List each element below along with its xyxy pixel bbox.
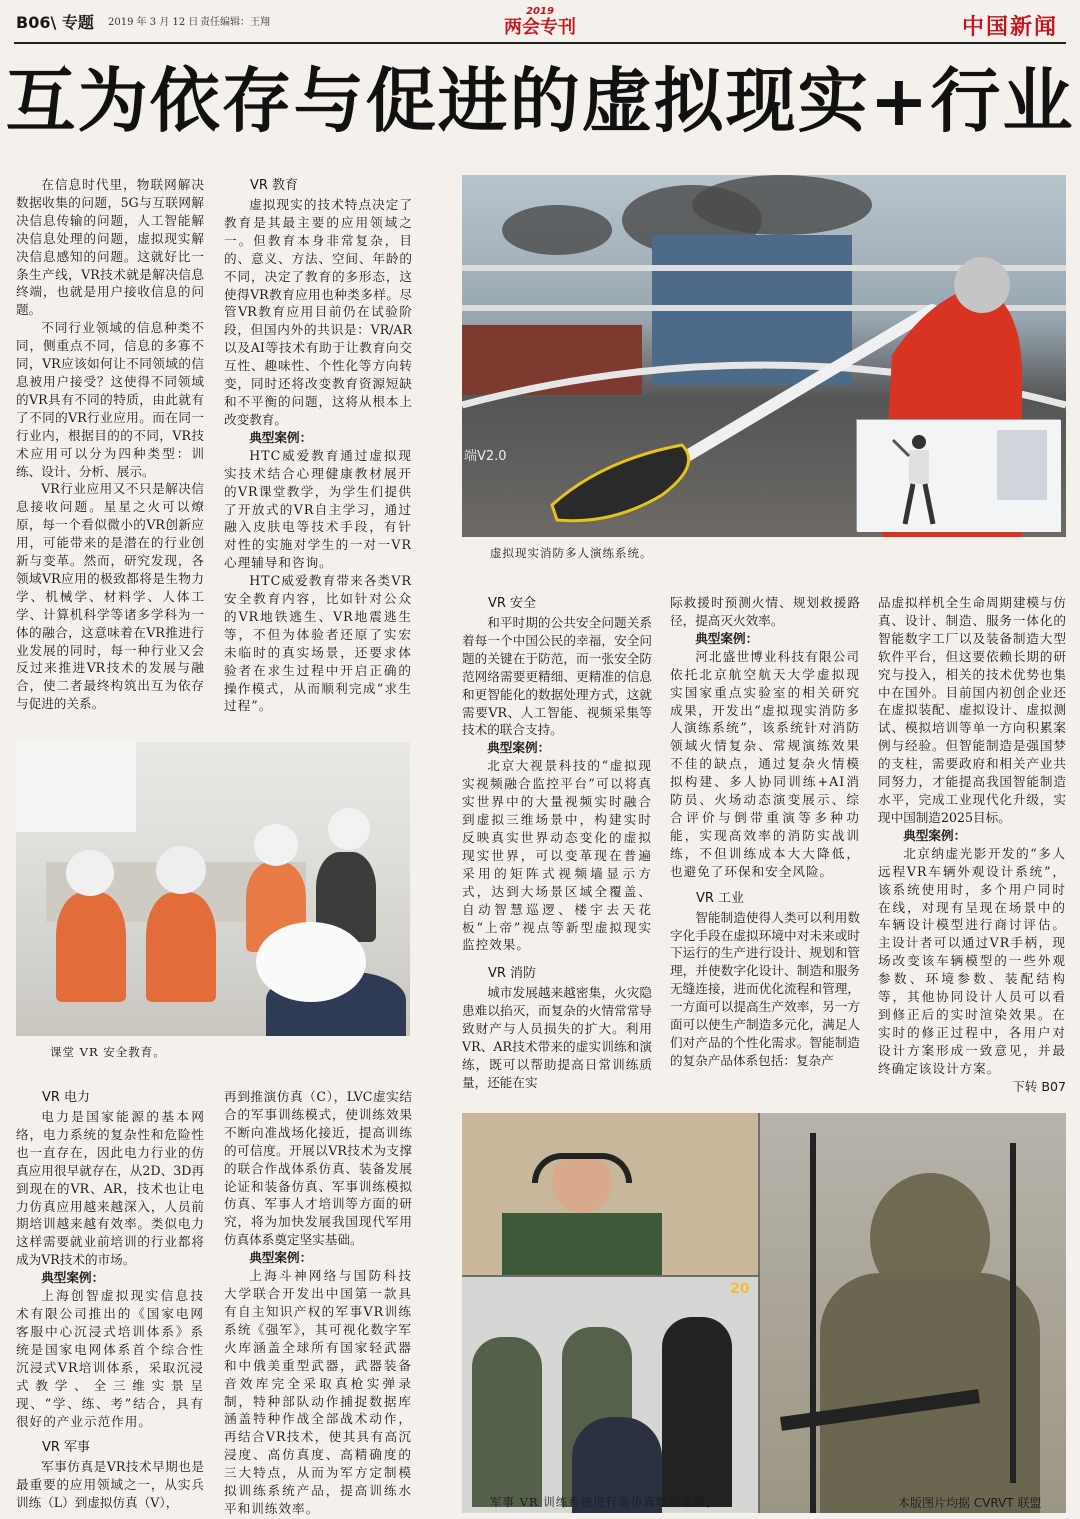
section-heading: VR 教育 bbox=[250, 178, 299, 193]
column-manufacturing bbox=[878, 594, 1066, 1095]
student bbox=[56, 892, 126, 1002]
editor-credit: 责任编辑：王翔 bbox=[200, 17, 270, 28]
vr-headset bbox=[66, 850, 114, 896]
case-paragraph: 上海创智虚拟现实信息技术有限公司推出的《国家电网客服中心沉浸式培训体系》系统是国家电网体系首个综合性沉浸式VR培训体系，采取沉浸式教学、全三维实景呈现、“学、练、考”结合，具有很好的产业示范作用。 bbox=[16, 1288, 204, 1429]
header-rule bbox=[14, 42, 1066, 44]
case-paragraph: 北京大视景科技的“虚拟现实视频融合监控平台”可以将真实世界中的大量视频实时融合到虚拟三维场景中，构建实时反映真实世界动态变化的虚拟现实世界，可以变革现在普遍采用的矩阵式视频墙显示方式，达到大场景区域全覆盖、自动智慧巡逻、楼宇去天花板“上帝”视点等新型虚拟现实监控效果。 bbox=[462, 758, 652, 953]
headphones bbox=[532, 1153, 632, 1183]
case-paragraph: 河北盛世博业科技有限公司依托北京航空航天大学虚拟现实国家重点实验室的相关研究成果，开发出“虚拟现实消防多人演练系统”，该系统针对消防领域火情复杂、常规演练效果不佳的缺点，通过复杂火情模拟构建、多人协同训练+AI消防员、火场动态演变展示、综合评价与倒带重演等多种功能，实现高效率的消防实战训练，不但训练成本大大降低，也避免了环保和安全风险。 bbox=[670, 648, 860, 879]
caption-military: 军事 VR 训练系统进行高仿真数据采集。 bbox=[490, 1495, 719, 1509]
mic-stand bbox=[1010, 1143, 1016, 1483]
player-camera-inset bbox=[856, 419, 1060, 531]
vr-controller bbox=[552, 445, 689, 521]
column-safety bbox=[462, 594, 652, 1092]
paragraph: 和平时期的公共安全问题关系着每一个中国公民的幸福，安全问题的关键在于防范，而一张安全防范网络需要更精细、更精准的信息和更智能化的数据处理方式，这就需要VR、人工智能、视频采集等技术的联合支持。 bbox=[462, 615, 652, 738]
column-education bbox=[224, 176, 412, 715]
paragraph: 城市发展越来越密集，火灾隐患难以掐灭，而复杂的火情常常导致财产与人员损失的扩大。利用VR、AR技术带来的虚实训练和演练，既可以帮助提高日常训练质量，还能在实 bbox=[462, 985, 652, 1090]
mic-stand bbox=[810, 1133, 816, 1513]
case-paragraph: HTC威爱教育带来各类VR安全教育内容，比如针对公众的VR地铁逃生、VR地震逃生等，不但为体验者还原了实宏未临时的真实场景，还要求体验者在求生过程中开启正确的操作模式，从而顺利完成“求生过程”。 bbox=[224, 573, 412, 714]
paragraph: 在信息时代里，物联网解决数据收集的问题，5G与互联网解决信息传输的问题，人工智能解决信息处理的问题，虚拟现实解决信息感知的问题。这就好比一条生产线，VR技术就是解决信息终端，也就是用户接收信息的问题。 bbox=[16, 177, 204, 318]
photo-credit: 本版图片均据 CVRVT 联盟 bbox=[898, 1496, 1042, 1510]
paragraph: 智能制造使得人类可以利用数字化手段在虚拟环境中对未来或时下运行的生产进行设计、规划和管理，并使数字化设计、制造和服务无缝连接，进而优化流程和管理，一方面可以提高生产效率，另一方面可以使生产制造多元化，满足人们对产品的个性化需求。智能制造的复杂产品体系包括：复杂产 bbox=[670, 909, 860, 1068]
software-version-label: 端V2.0 bbox=[464, 449, 507, 464]
photo-badge: 20 bbox=[730, 1281, 750, 1297]
paragraph: 际救援时预测火情、规划救援路径，提高灭火效率。 bbox=[670, 595, 860, 628]
column-intro bbox=[16, 176, 204, 713]
column-power bbox=[16, 1088, 204, 1512]
caption-fire-drill: 虚拟现实消防多人演练系统。 bbox=[490, 546, 653, 560]
paragraph: VR行业应用又不只是解决信息接收问题。星星之火可以燎原，每一个看似微小的VR创新应用，可能带来的是潜在的行业创新与变革。然而，研究发现，各领域VR应用的极致都将是生物力学、机械学、材料学、人体工学、计算机科学等诸多学科为一体的融合，这意味着在VR推进行业发展的同时，每一种行业又会反过来推进VR技术的发展与融合，使二者最终构筑出互为依存与促进的关系。 bbox=[16, 481, 204, 712]
mocap-suit bbox=[662, 1317, 732, 1507]
headline: 互为依存与促进的虚拟现实+行业 bbox=[5, 59, 1075, 142]
issue-date: 2019 年 3 月 12 日 bbox=[108, 17, 199, 28]
wall-poster bbox=[16, 742, 136, 832]
extinguisher-nozzle bbox=[954, 257, 1010, 313]
classroom-vr-photo bbox=[16, 742, 410, 1036]
case-paragraph: 上海斗神网络与国防科技大学联合开发出中国第一款具有自主知识产权的军事VR训练系统《强军》，其可视化数字军火库涵盖全球所有国家轻武器和中俄美重型武器，武器装备音效库完全采取真枪实弹录制，特种部队动作捕捉数据库涵盖特种作战全部战术动作，再结合VR技术，使其具有高沉浸度、高仿真度、高精确度的三大特点，从而为军方定制模拟训练系统产品，提高训练水平和训练效率。 bbox=[224, 1268, 412, 1516]
case-paragraph: 北京纳虚光影开发的“多人远程VR车辆外观设计系统”，该系统使用时，多个用户同时在线，对现有呈现在场景中的车辆设计模型进行商讨评估。主设计者可以通过VR手柄，现场改变该车辆模型的一些外观参数、环境参数、装配结构等，其他协同设计人员可以看到修正后的实时渲染效果。在实时的修正过程中，各用户对设计方案形成一致意见，并最终确定该设计方案。 bbox=[878, 845, 1066, 1076]
special-issue-badge bbox=[482, 6, 598, 39]
photo-panel-soldier-headphones bbox=[462, 1113, 758, 1275]
photo-panel-mocap bbox=[462, 1277, 758, 1513]
section-heading: VR 电力 bbox=[42, 1090, 91, 1105]
case-label: 典型案例： bbox=[487, 740, 551, 756]
section-heading: VR 消防 bbox=[488, 966, 537, 982]
case-label: 典型案例： bbox=[695, 630, 759, 646]
page-code: B06\ 专题 bbox=[16, 13, 94, 32]
paragraph: 再到推演仿真（C），LVC虚实结合的军事训练模式，使训练效果不断向准战场化接近，提高训练的可信度。开展以VR技术为支撑的联合作战体系仿真、装备发展论证和装备仿真、军事训练模拟仿真、军事人才培训等方面的研究，将为加快发展我国现代军用仿真体系奠定坚实基础。 bbox=[224, 1089, 412, 1248]
column-fire-industry bbox=[670, 594, 860, 1070]
case-label: 典型案例： bbox=[41, 1270, 105, 1286]
camouflage-uniform bbox=[820, 1273, 1040, 1513]
column-military bbox=[224, 1088, 412, 1518]
special-year: 2019 bbox=[526, 6, 554, 17]
paragraph: 军事仿真是VR技术早期也是最重要的应用领域之一，从实兵训练（L）到虚拟仿真（V）， bbox=[16, 1459, 204, 1511]
section-heading: VR 军事 bbox=[42, 1440, 91, 1456]
newspaper-logo: 中国新闻 bbox=[961, 14, 1058, 40]
vr-fire-drill-photo bbox=[462, 175, 1066, 537]
vr-headset bbox=[328, 808, 370, 850]
caption-classroom: 课堂 VR 安全教育。 bbox=[50, 1045, 166, 1059]
section-heading: VR 工业 bbox=[696, 890, 745, 906]
paragraph: 品虚拟样机全生命周期建模与仿真、设计、制造、服务一体化的智能数字工厂以及装备制造大型软件平台，但这要依赖长期的研究与投入，相关的技术优势也集中在国外。目前国内初创企业还在虚拟装配、虚拟设计、虚拟测试、模拟培训等单一方向积累案例与经验。但智能制造是强国梦的支柱，需要政府和相关产业共同努力，才能提高我国智能制造水平，完成工业现代化升级，实现中国制造2025目标。 bbox=[878, 595, 1066, 825]
case-label: 典型案例： bbox=[249, 429, 313, 445]
vr-headset bbox=[256, 922, 366, 1002]
case-paragraph: HTC威爱教育通过虚拟现实技术结合心理健康教材展开的VR课堂教学，为学生们提供了开放式的VR自主学习，通过融入皮肤电等技术手段，有针对性的实施对学生的一对一VR心理辅导和咨询。 bbox=[224, 447, 412, 571]
case-label: 典型案例： bbox=[903, 827, 967, 843]
paragraph: 虚拟现实的技术特点决定了教育是其最主要的应用领域之一。但教育本身非常复杂，目的、意义、方法、空间、年龄的不同，决定了教育的多形态，这使得VR教育应用也种类多样。尽管VR教育应用目前仍在试验阶段，但国内外的共识是：VR/AR以及AI等技术有助于让教育向交互性、趣味性、个性化等方向转变，同时还将改变教育资源短缺和不平衡的问题，这将从根本上改变教育。 bbox=[224, 197, 412, 427]
paragraph: 电力是国家能源的基本网络，电力系统的复杂性和危险性也一直存在，因此电力行业的仿真应用很早就存在，从2D、3D再到现在的VR、AR，技术也让电力仿真应用越来越深入，人员前期培训越来越有效率。类似电力这样需要就业前培训的行业都将成为VR技术的市场。 bbox=[16, 1109, 204, 1268]
vr-headset bbox=[254, 824, 298, 866]
special-title: 两会专刊 bbox=[504, 17, 576, 38]
vr-headset bbox=[156, 846, 206, 894]
student bbox=[146, 892, 216, 1002]
paragraph: 不同行业领域的信息种类不同，侧重点不同，信息的多寡不同，VR应该如何让不同领域的信息被用户接受？这使得不同领域的VR具有不同的特质，由此就有了不同的VR行业应用。而在同一行业内，根据目的的不同，VR技术应用可以分为四种类型：训练、设计、分析、展示。 bbox=[16, 320, 204, 479]
photo-panel-soldier-kneeling bbox=[760, 1113, 1066, 1513]
soldier bbox=[472, 1337, 542, 1507]
military-vr-photo bbox=[462, 1113, 1066, 1513]
page-header bbox=[0, 0, 1080, 48]
section-heading: VR 安全 bbox=[488, 596, 537, 611]
player-figure bbox=[857, 420, 1061, 532]
continued-note: 下转 B07 bbox=[1012, 1078, 1066, 1094]
uniform bbox=[502, 1213, 662, 1275]
case-label: 典型案例： bbox=[249, 1250, 313, 1266]
